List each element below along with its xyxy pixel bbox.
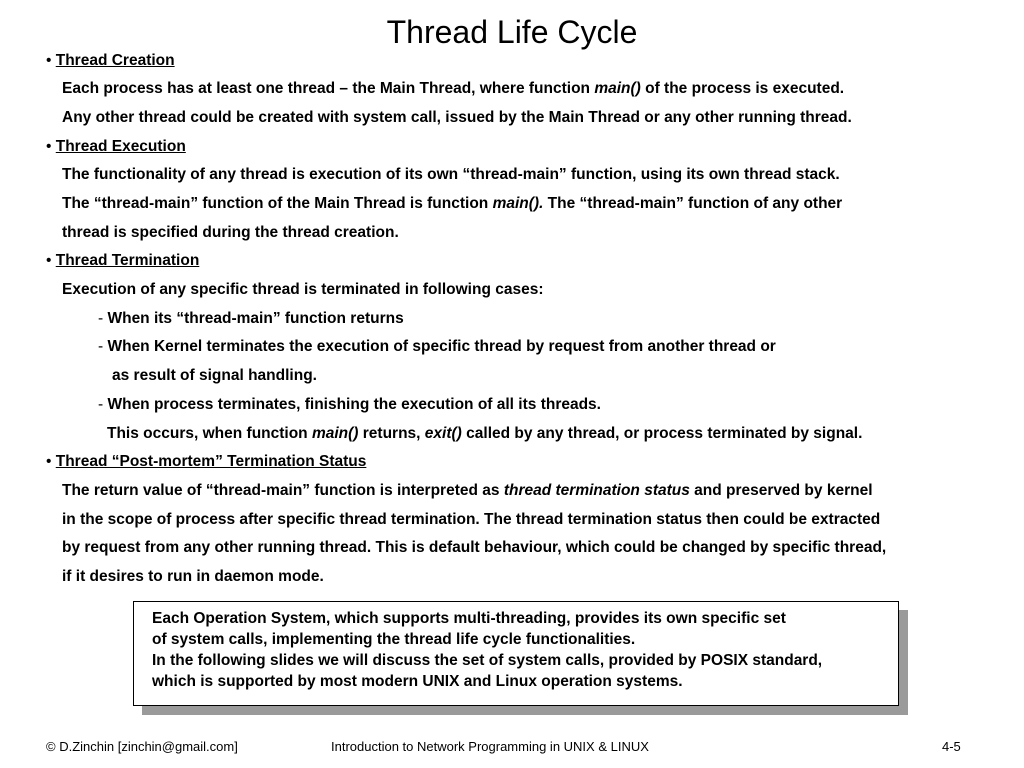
heading-text: Thread Creation [55, 52, 175, 69]
dash: - [98, 338, 108, 355]
text: When Kernel terminates the execution of specific thread by request from another thread or [107, 338, 776, 355]
text: The “thread-main” function of the Main Thread is function [62, 195, 493, 212]
code-term: exit() [424, 425, 462, 442]
note-line-1: Each Operation System, which supports multi-threading, provides its own specific set [152, 610, 786, 627]
postmortem-line-1 [62, 482, 873, 500]
section-heading-execution [46, 138, 186, 156]
text: and preserved by kernel [689, 482, 873, 499]
bullet: • [46, 52, 52, 69]
section-heading-termination [46, 252, 199, 270]
text: This occurs, when function [107, 425, 312, 442]
text: returns, [358, 425, 425, 442]
dash: - [98, 396, 108, 413]
postmortem-line-3: by request from any other running thread. This is default behaviour, which could be changed by specific thread, [62, 539, 887, 556]
postmortem-line-2: in the scope of process after specific thread termination. The thread termination status then could be extracted [62, 511, 881, 528]
termination-case-1 [98, 310, 404, 328]
termination-case-2 [98, 338, 776, 356]
text: The return value of “thread-main” function is interpreted as [62, 482, 504, 499]
execution-line-3: thread is specified during the thread creation. [62, 224, 399, 241]
text: The “thread-main” function of any other [543, 195, 843, 212]
termination-case-3-detail [107, 425, 862, 443]
code-term: main() [594, 80, 641, 97]
text: called by any thread, or process terminated by signal. [461, 425, 863, 442]
footer-page-number: 4-5 [942, 739, 961, 754]
text: of the process is executed. [640, 80, 845, 97]
bullet: • [46, 453, 52, 470]
text: When process terminates, finishing the execution of all its threads. [107, 396, 601, 413]
text: Each process has at least one thread – the Main Thread, where function [62, 80, 595, 97]
text: When its “thread-main” function returns [107, 310, 404, 327]
heading-text: Thread Execution [55, 138, 186, 155]
heading-text: Thread “Post-mortem” Termination Status [55, 453, 367, 470]
term: thread termination status [503, 482, 690, 499]
creation-line-2: Any other thread could be created with system call, issued by the Main Thread or any other running thread. [62, 109, 852, 126]
termination-case-2-cont: as result of signal handling. [112, 367, 317, 384]
slide-title: Thread Life Cycle [386, 14, 638, 50]
code-term: main(). [492, 195, 544, 212]
postmortem-line-4: if it desires to run in daemon mode. [62, 568, 324, 585]
execution-line-1: The functionality of any thread is execution of its own “thread-main” function, using its own thread stack. [62, 166, 840, 183]
note-line-4: which is supported by most modern UNIX and Linux operation systems. [152, 673, 683, 690]
section-heading-creation [46, 52, 175, 70]
creation-line-1 [62, 80, 844, 98]
code-term: main() [311, 425, 359, 442]
heading-text: Thread Termination [55, 252, 200, 269]
note-box [133, 601, 899, 706]
footer-course: Introduction to Network Programming in UNIX & LINUX [331, 739, 649, 754]
dash: - [98, 310, 108, 327]
note-line-2: of system calls, implementing the thread life cycle functionalities. [152, 631, 636, 648]
footer-author: © D.Zinchin [zinchin@gmail.com] [46, 739, 238, 754]
execution-line-2 [62, 195, 842, 213]
note-line-3: In the following slides we will discuss the set of system calls, provided by POSIX standard, [152, 652, 823, 669]
termination-line-1: Execution of any specific thread is terminated in following cases: [62, 281, 544, 298]
bullet: • [46, 138, 52, 155]
termination-case-3 [98, 396, 601, 414]
bullet: • [46, 252, 52, 269]
section-heading-postmortem [46, 453, 366, 471]
